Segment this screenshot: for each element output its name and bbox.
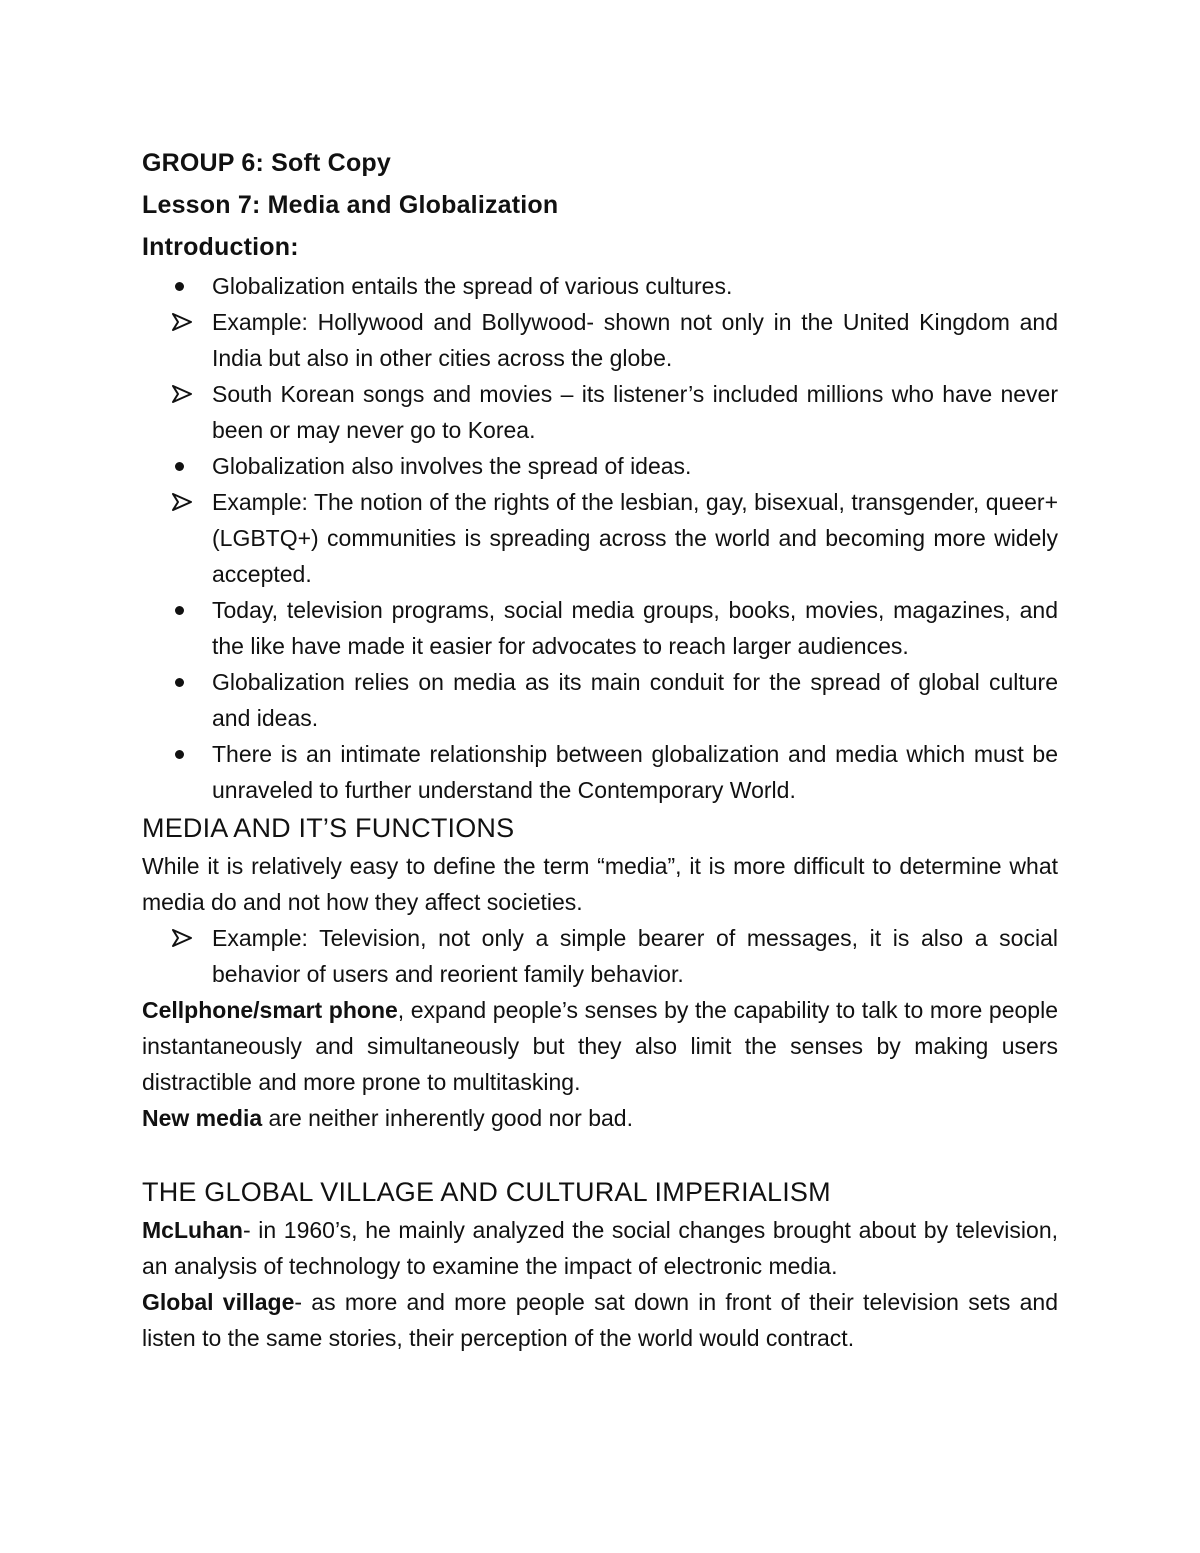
list-item-text: Globalization entails the spread of various cultures. — [212, 273, 733, 299]
blank-line — [142, 1136, 1058, 1172]
arrow-bullet-icon — [172, 376, 196, 412]
list-item-text: Today, television programs, social media groups, books, movies, magazines, and the like have made it easier for advocates to reach larger audiences. — [212, 597, 1058, 659]
global-village-term: Global village — [142, 1289, 295, 1315]
intro-list — [142, 268, 1058, 808]
new-media-term: New media — [142, 1105, 263, 1131]
list-item-text: Example: Television, not only a simple bearer of messages, it is also a social behavior of users and reorient family behavior. — [212, 925, 1058, 987]
media-intro-paragraph: While it is relatively easy to define the term “media”, it is more difficult to determine what media do and not how they affect societies. — [142, 853, 1058, 915]
cellphone-text: , expand people’s senses by the capability to talk to more people instantaneously and simultaneously but they also limit the senses by making users distractible and more prone to multitasking. — [142, 997, 1058, 1095]
intro-heading: Introduction: — [142, 233, 299, 261]
new-media-text: are neither inherently good nor bad. — [262, 1105, 633, 1131]
list-item — [142, 268, 1058, 304]
list-item-text: Example: Hollywood and Bollywood- shown not only in the United Kingdom and India but also in other cities across the globe. — [212, 309, 1058, 371]
bullet-dot-icon — [172, 664, 196, 700]
list-item — [142, 664, 1058, 736]
section-title-global-village: THE GLOBAL VILLAGE AND CULTURAL IMPERIALISM — [142, 1177, 831, 1207]
list-item — [142, 304, 1058, 376]
cellphone-paragraph — [142, 992, 1058, 1100]
list-item-text: There is an intimate relationship between globalization and media which must be unraveled to further understand the Contemporary World. — [212, 741, 1058, 803]
list-item — [142, 484, 1058, 592]
list-item-text: Globalization also involves the spread of ideas. — [212, 453, 692, 479]
list-item — [142, 736, 1058, 808]
mcluhan-paragraph — [142, 1212, 1058, 1284]
lesson-title: Lesson 7: Media and Globalization — [142, 191, 559, 219]
list-item — [142, 448, 1058, 484]
new-media-paragraph — [142, 1100, 1058, 1136]
section-title-media: MEDIA AND IT’S FUNCTIONS — [142, 813, 515, 843]
bullet-dot-icon — [172, 268, 196, 304]
media-example-list — [142, 920, 1058, 992]
list-item-text: Example: The notion of the rights of the lesbian, gay, bisexual, transgender, queer+ (LGBTQ+) communities is spreading across the world and becoming more widely accepted. — [212, 489, 1058, 587]
list-item-text: South Korean songs and movies – its listener’s included millions who have never been or may never go to Korea. — [212, 381, 1058, 443]
bullet-dot-icon — [172, 592, 196, 628]
arrow-bullet-icon — [172, 484, 196, 520]
bullet-dot-icon — [172, 736, 196, 772]
list-item — [142, 920, 1058, 992]
arrow-bullet-icon — [172, 920, 196, 956]
list-item — [142, 592, 1058, 664]
cellphone-term: Cellphone/smart phone — [142, 997, 398, 1023]
list-item-text: Globalization relies on media as its main conduit for the spread of global culture and ideas. — [212, 669, 1058, 731]
arrow-bullet-icon — [172, 304, 196, 340]
document-page — [142, 142, 1058, 1356]
mcluhan-term: McLuhan — [142, 1217, 243, 1243]
bullet-dot-icon — [172, 448, 196, 484]
global-village-paragraph — [142, 1284, 1058, 1356]
mcluhan-text: - in 1960’s, he mainly analyzed the social changes brought about by television, an analysis of technology to examine the impact of electronic media. — [142, 1217, 1058, 1279]
list-item — [142, 376, 1058, 448]
global-village-text: - as more and more people sat down in front of their television sets and listen to the same stories, their perception of the world would contract. — [142, 1289, 1058, 1351]
group-title: GROUP 6: Soft Copy — [142, 149, 391, 177]
